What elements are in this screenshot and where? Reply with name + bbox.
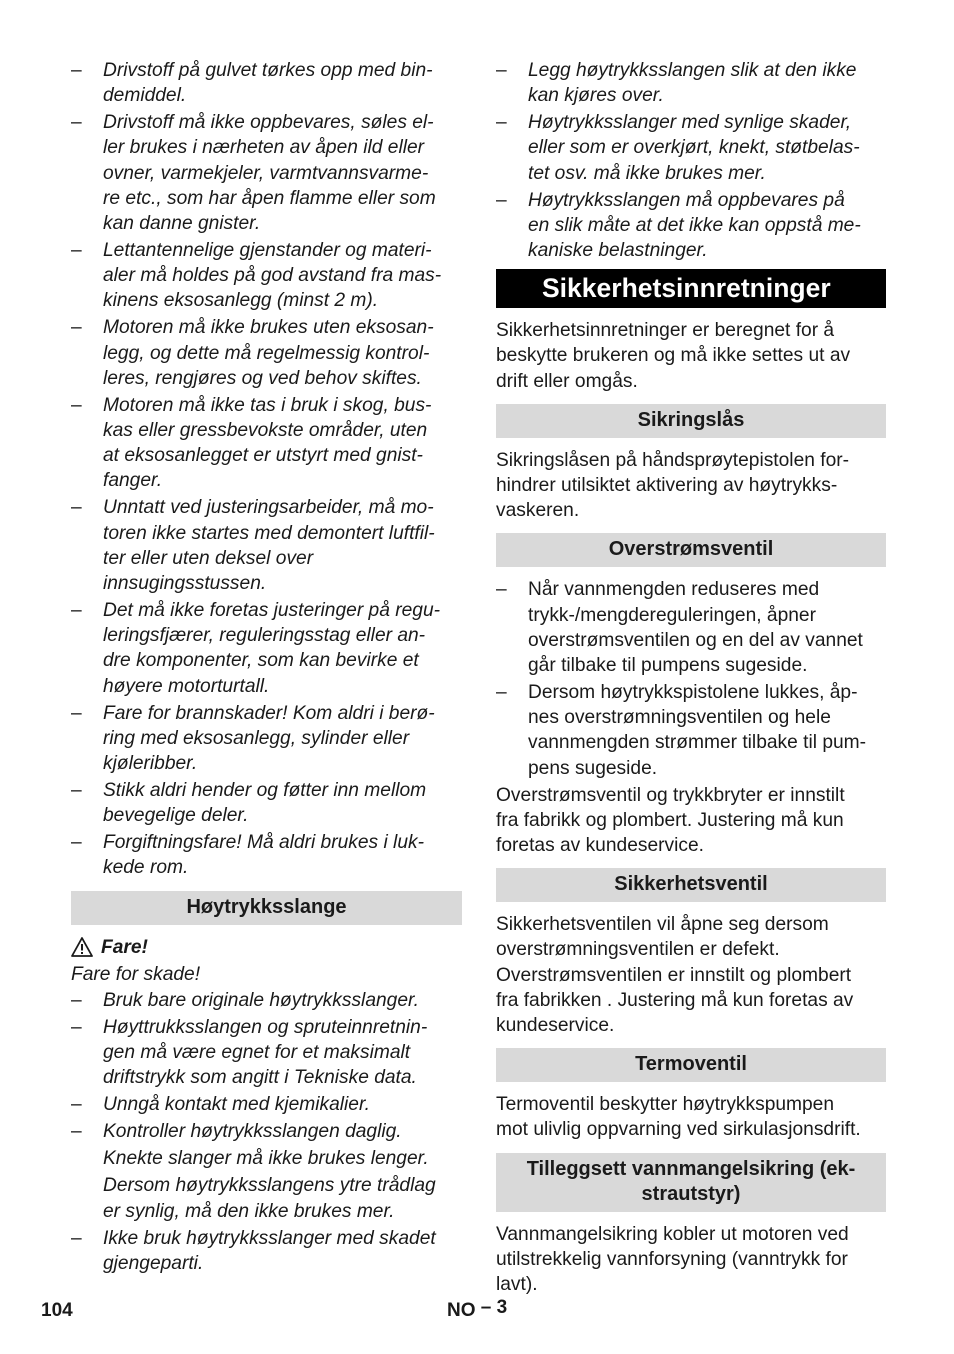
text-line: kas eller gressbevokste områder, uten — [103, 420, 428, 442]
list-item-text — [103, 495, 462, 596]
text-line: Kontroller høytrykksslangen daglig. — [103, 1121, 402, 1143]
list-item-text — [528, 58, 886, 108]
list-dash: – — [71, 1094, 82, 1116]
page-label — [447, 1298, 507, 1323]
text-line: strautstyr) — [641, 1182, 741, 1205]
text-line: Sikringslåsen på håndsprøytepistolen for- — [496, 449, 850, 471]
text-line: ovner, varmekjeler, varmtvannsvarme- — [103, 162, 429, 184]
page-number: 104 — [41, 1300, 73, 1321]
list-item-text — [103, 1226, 462, 1276]
list-dash: – — [71, 240, 82, 262]
text-line: gjengeparti. — [103, 1252, 204, 1274]
list-item — [71, 315, 462, 391]
list-dash: – — [71, 780, 82, 802]
list-item-text — [103, 598, 462, 699]
lock-paragraph — [496, 448, 886, 524]
section-heading-hose: Høytrykksslange — [71, 891, 462, 925]
danger-warning — [71, 935, 462, 960]
list-item — [71, 701, 462, 777]
list-item-text — [103, 315, 462, 391]
text-line: gen må være egnet for et maksimalt — [103, 1042, 411, 1064]
main-heading-safety-devices: Sikkerhetsinnretninger — [496, 269, 886, 308]
list-item-text — [528, 577, 886, 678]
text-line: Dersom høytrykkspistolene lukkes, åp- — [528, 682, 858, 704]
text-line: Høytrykksslanger med synlige skader, — [528, 112, 852, 134]
list-item — [71, 58, 462, 108]
text-line: foretas av kundeservice. — [496, 835, 704, 857]
list-item — [71, 238, 462, 314]
text-line: Lettantennelige gjenstander og materi- — [103, 240, 432, 262]
list-item — [496, 110, 886, 186]
list-dash: – — [71, 394, 82, 416]
text-line: Når vannmengden reduseres med — [528, 579, 820, 601]
list-item-text — [103, 701, 462, 777]
text-line: Legg høytrykksslangen slik at den ikke — [528, 60, 857, 81]
list-dash: – — [496, 682, 507, 704]
page-suffix: – 3 — [480, 1297, 508, 1318]
list-dash: – — [71, 1121, 82, 1143]
text-line: re etc., som har åpen flamme eller som — [103, 187, 436, 209]
text-line: eller som er overkjørt, knekt, støtbelas- — [528, 137, 860, 159]
section-heading-lock: Sikringslås — [496, 404, 886, 438]
list-item — [71, 110, 462, 236]
list-item-text — [103, 778, 462, 828]
text-line: Tilleggsett vannmangelsikring (ek- — [526, 1157, 856, 1180]
intro-paragraph — [496, 318, 886, 394]
text-line: Overstrømsventilen er innstilt og plombert — [496, 964, 852, 986]
right-column — [496, 58, 886, 1301]
text-line: dre komponenter, som kan bevirke et — [103, 650, 419, 672]
text-line: tet osv. må ikke brukes mer. — [528, 162, 766, 184]
list-item-text — [103, 393, 462, 494]
text-line: kundeservice. — [496, 1015, 615, 1037]
list-dash: – — [496, 112, 507, 134]
list-item-text — [103, 1092, 462, 1117]
text-line: Høyttrukksslangen og spruteinnretnin- — [103, 1017, 428, 1039]
list-item — [71, 988, 462, 1013]
warning-text: Fare for skade! — [71, 963, 201, 985]
list-dash: – — [71, 1227, 82, 1249]
text-line: overstrømsventilen og en del av vannet — [528, 629, 863, 651]
list-item-text — [528, 188, 886, 264]
left-column — [71, 58, 462, 1278]
list-item-text — [103, 58, 462, 108]
warning-triangle-icon — [71, 937, 93, 957]
text-line: bevegelige deler. — [103, 805, 249, 827]
text-line: en slik måte at det ikke kan oppstå me- — [528, 214, 861, 236]
list-item — [71, 495, 462, 596]
list-item — [71, 1092, 462, 1117]
text-line: mot ulivlig oppvarning ved sirkulasjonsdrift. — [496, 1119, 861, 1141]
list-dash: – — [71, 317, 82, 339]
section-heading-overflow-valve: Overstrømsventil — [496, 533, 886, 567]
list-item-text — [103, 1119, 462, 1144]
list-item-text — [103, 1015, 462, 1091]
text-line: kinens eksosanlegg (minst 2 m). — [103, 290, 379, 312]
text-line: Forgiftningsfare! Må aldri brukes i luk- — [103, 832, 424, 854]
list-item — [496, 577, 886, 678]
list-item — [71, 1119, 462, 1144]
text-line: aler må holdes på god avstand fra mas- — [103, 265, 442, 287]
hose-list-2 — [71, 1226, 462, 1276]
text-line: er synlig, må den ikke brukes mer. — [103, 1200, 395, 1222]
text-line: kaniske belastninger. — [528, 240, 708, 262]
text-line: vannmengden strømmer tilbake til pum- — [528, 732, 867, 754]
text-line: Overstrømsventil og trykkbryter er innstilt — [496, 784, 845, 806]
text-line: overstrømningsventilen er defekt. — [496, 939, 780, 961]
list-item-text — [528, 110, 886, 186]
text-line: vaskeren. — [496, 500, 580, 522]
list-item — [496, 58, 886, 108]
text-line: leres, rengjøres og ved behov skiftes. — [103, 367, 422, 389]
section-heading-safety-valve: Sikkerhetsventil — [496, 868, 886, 902]
list-item-text — [103, 830, 462, 880]
hose-note-wire — [71, 1173, 462, 1223]
text-line: kjøleribber. — [103, 753, 198, 775]
warning-label: Fare! — [101, 936, 148, 958]
text-line: kan danne gnister. — [103, 213, 261, 235]
text-line: ler brukes i nærheten av åpen ild eller — [103, 137, 425, 159]
text-line: hindrer utilsiktet aktivering av høytrykks- — [496, 475, 838, 497]
text-line: at eksosanlegget er utstyrt med gnist- — [103, 445, 423, 467]
list-item-text — [103, 988, 462, 1013]
text-line: Bruk bare originale høytrykksslanger. — [103, 990, 420, 1012]
list-dash: – — [71, 60, 82, 81]
text-line: kede rom. — [103, 857, 189, 879]
text-line: Motoren må ikke tas i bruk i skog, bus- — [103, 394, 432, 416]
text-line: fra fabrikk og plombert. Justering må kun — [496, 809, 844, 831]
text-line: ring med eksosanlegg, sylinder eller — [103, 727, 410, 749]
list-item — [71, 393, 462, 494]
list-dash: – — [496, 189, 507, 211]
text-line: Termoventil beskytter høytrykkspumpen — [496, 1094, 835, 1116]
list-item-text — [103, 110, 462, 236]
fuel-safety-list — [71, 58, 462, 881]
overflow-valve-list — [496, 577, 886, 780]
list-item — [71, 830, 462, 880]
water-shortage-paragraph — [496, 1222, 886, 1298]
text-line: Sikkerhetsventilen vil åpne seg dersom — [496, 914, 829, 936]
text-line: Dersom høytrykksslangens ytre trådlag — [103, 1175, 436, 1197]
text-line: Ikke bruk høytrykksslanger med skadet — [103, 1227, 436, 1249]
text-line: trykk-/mengdereguleringen, åpner — [528, 604, 816, 626]
list-item-text — [528, 680, 886, 781]
list-dash: – — [71, 702, 82, 724]
text-line: kan kjøres over. — [528, 85, 664, 107]
overflow-valve-paragraph — [496, 783, 886, 859]
text-line: fra fabrikken . Justering må kun foretas av — [496, 989, 854, 1011]
text-line: innsugingsstussen. — [103, 573, 267, 595]
list-dash: – — [71, 1017, 82, 1039]
list-item — [71, 778, 462, 828]
text-line: ter eller uten deksel over — [103, 547, 314, 569]
text-line: fanger. — [103, 470, 163, 492]
text-line: Sikkerhetsinnretninger er beregnet for å — [496, 320, 835, 342]
hose-list — [71, 988, 462, 1145]
thermo-valve-paragraph — [496, 1092, 886, 1142]
text-line: utilstrekkelig vannforsyning (vanntrykk for — [496, 1248, 848, 1270]
list-dash: – — [71, 497, 82, 519]
list-dash: – — [71, 990, 82, 1012]
safety-valve-paragraph — [496, 912, 886, 1038]
text-line: Unntatt ved justeringsarbeider, må mo- — [103, 497, 434, 519]
list-dash: – — [496, 579, 507, 601]
list-item — [496, 188, 886, 264]
text-line: driftstrykk som angitt i Tekniske data. — [103, 1067, 417, 1089]
list-item — [71, 1226, 462, 1276]
text-line: lavt). — [496, 1274, 538, 1296]
text-line: Stikk aldri hender og føtter inn mellom — [103, 780, 427, 802]
list-item — [496, 680, 886, 781]
list-dash: – — [71, 600, 82, 622]
text-line: Det må ikke foretas justeringer på regu- — [103, 600, 440, 622]
text-line: går tilbake til pumpens sugeside. — [528, 655, 808, 677]
section-heading-thermo-valve: Termoventil — [496, 1048, 886, 1082]
text-line: Høytrykksslangen må oppbevares på — [528, 189, 845, 211]
list-dash: – — [71, 112, 82, 134]
text-line: Vannmangelsikring kobler ut motoren ved — [496, 1223, 849, 1245]
list-dash: – — [71, 832, 82, 854]
list-item — [71, 1015, 462, 1091]
text-line: Fare for brannskader! Kom aldri i berø- — [103, 702, 435, 724]
text-line: legg, og dette må regelmessig kontrol- — [103, 342, 430, 364]
list-item-text — [103, 238, 462, 314]
text-line: toren ikke startes med demontert luftfil- — [103, 522, 435, 544]
text-line: Drivstoff må ikke oppbevares, søles el- — [103, 112, 434, 134]
text-line: pens sugeside. — [528, 757, 658, 779]
hose-handling-list — [496, 58, 886, 263]
text-line: drift eller omgås. — [496, 370, 638, 392]
hose-note-kinked: Knekte slanger må ikke brukes lenger. — [103, 1148, 429, 1170]
text-line: beskytte brukeren og må ikke settes ut av — [496, 345, 851, 367]
text-line: Drivstoff på gulvet tørkes opp med bin- — [103, 60, 433, 81]
section-heading-water-shortage-kit — [496, 1153, 886, 1212]
text-line: demiddel. — [103, 85, 187, 107]
list-item — [71, 598, 462, 699]
language-code: NO — [447, 1300, 476, 1321]
text-line: nes overstrømningsventilen og hele — [528, 707, 831, 729]
list-dash: – — [496, 60, 507, 81]
text-line: Unngå kontakt med kjemikalier. — [103, 1094, 370, 1116]
text-line: leringsfjærer, reguleringsstag eller an- — [103, 625, 426, 647]
text-line: høyere motorturtall. — [103, 675, 270, 697]
text-line: Motoren må ikke brukes uten eksosan- — [103, 317, 434, 339]
